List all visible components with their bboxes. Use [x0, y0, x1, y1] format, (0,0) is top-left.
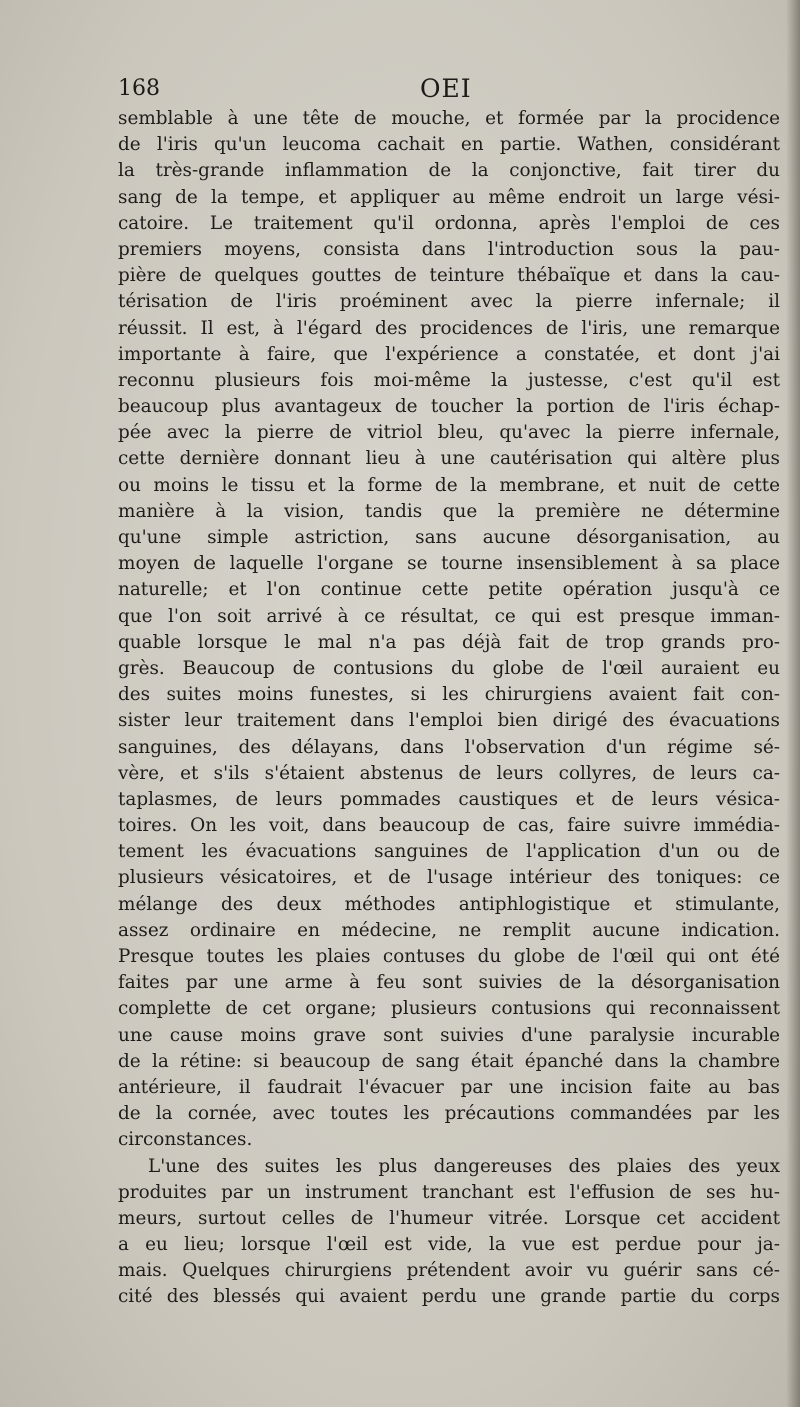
text-line: meurs, surtout celles de l'humeur vitrée. Lorsque cet accident: [118, 1207, 780, 1229]
text-line: circonstances.: [118, 1129, 253, 1151]
text-line: qu'une simple astriction, sans aucune désorganisation, au: [118, 527, 780, 548]
text-line: produites par un instrument tranchant est l'effusion de ses hu-: [118, 1181, 780, 1203]
text-line: beaucoup plus avantageux de toucher la portion de l'iris échap-: [118, 396, 780, 418]
text-line: antérieure, il faudrait l'évacuer par une incision faite au bas: [118, 1076, 780, 1098]
body-text: [118, 106, 780, 1311]
text-line: toires. On les voit, dans beaucoup de cas, faire suivre immédia-: [118, 815, 780, 837]
text-line: des suites moins funestes, si les chirurgiens avaient fait con-: [118, 684, 780, 706]
text-line: vère, et s'ils s'étaient abstenus de leurs collyres, de leurs ca-: [118, 762, 780, 784]
text-line: assez ordinaire en médecine, ne remplit aucune indication.: [118, 919, 780, 941]
text-line: premiers moyens, consista dans l'introduction sous la pau-: [118, 238, 780, 260]
text-line: taplasmes, de leurs pommades caustiques et de leurs vésica-: [118, 788, 780, 810]
text-line: la très-grande inflammation de la conjonctive, fait tirer du: [118, 160, 780, 182]
text-line: faites par une arme à feu sont suivies de la désorganisation: [118, 972, 780, 994]
text-line: quable lorsque le mal n'a pas déjà fait de trop grands pro-: [118, 631, 780, 653]
page-edge-shadow: [786, 0, 800, 1407]
text-line: moyen de laquelle l'organe se tourne insensiblement à sa place: [118, 553, 780, 575]
text-line: que l'on soit arrivé à ce résultat, ce qui est presque imman-: [118, 605, 780, 627]
text-line: importante à faire, que l'expérience a constatée, et dont j'ai: [118, 343, 780, 365]
text-line: tement les évacuations sanguines de l'application d'un ou de: [118, 841, 780, 863]
text-line: de l'iris qu'un leucoma cachait en partie. Wathen, considérant: [118, 134, 780, 156]
text-line: complette de cet organe; plusieurs contusions qui reconnaissent: [118, 998, 780, 1020]
text-line: catoire. Le traitement qu'il ordonna, après l'emploi de ces: [118, 212, 780, 234]
page-number: 168: [118, 76, 160, 101]
text-line: mais. Quelques chirurgiens prétendent avoir vu guérir sans cé-: [118, 1260, 780, 1282]
text-line: sang de la tempe, et appliquer au même endroit un large vési-: [118, 186, 780, 208]
text-line: cette dernière donnant lieu à une cautérisation qui altère plus: [118, 448, 780, 470]
text-line: cité des blessés qui avaient perdu une grande partie du corps: [118, 1286, 780, 1308]
text-line: réussit. Il est, à l'égard des procidences de l'iris, une remarque: [118, 317, 780, 339]
text-line: de la cornée, avec toutes les précautions commandées par les: [118, 1103, 780, 1125]
text-line: sister leur traitement dans l'emploi bien dirigé des évacuations: [118, 710, 780, 732]
text-line: sanguines, des délayans, dans l'observation d'un régime sé-: [118, 736, 780, 758]
text-line: a eu lieu; lorsque l'œil est vide, la vue est perdue pour ja-: [118, 1234, 780, 1256]
text-line: Presque toutes les plaies contuses du globe de l'œil qui ont été: [118, 946, 780, 967]
text-line: manière à la vision, tandis que la première ne détermine: [118, 500, 780, 522]
text-line: pée avec la pierre de vitriol bleu, qu'avec la pierre infernale,: [118, 422, 780, 444]
text-line: une cause moins grave sont suivies d'une paralysie incurable: [118, 1024, 780, 1046]
text-line: reconnu plusieurs fois moi-même la justesse, c'est qu'il est: [118, 369, 780, 391]
text-line: naturelle; et l'on continue cette petite opération jusqu'à ce: [118, 579, 780, 601]
text-line: L'une des suites les plus dangereuses des plaies des yeux: [148, 1155, 780, 1177]
text-line: térisation de l'iris proéminent avec la pierre infernale; il: [118, 291, 780, 313]
text-line: semblable à une tête de mouche, et formée par la procidence: [118, 108, 780, 129]
text-line: grès. Beaucoup de contusions du globe de l'œil auraient eu: [118, 657, 780, 679]
text-line: ou moins le tissu et la forme de la membrane, et nuit de cette: [118, 474, 780, 496]
text-line: de la rétine: si beaucoup de sang était épanché dans la chambre: [118, 1050, 780, 1072]
text-line: mélange des deux méthodes antiphlogistique et stimulante,: [118, 893, 780, 915]
page-header: [118, 72, 778, 108]
text-line: plusieurs vésicatoires, et de l'usage intérieur des toniques: ce: [118, 867, 780, 889]
running-head: OEI: [420, 74, 472, 103]
text-line: pière de quelques gouttes de teinture thébaïque et dans la cau-: [118, 265, 780, 287]
